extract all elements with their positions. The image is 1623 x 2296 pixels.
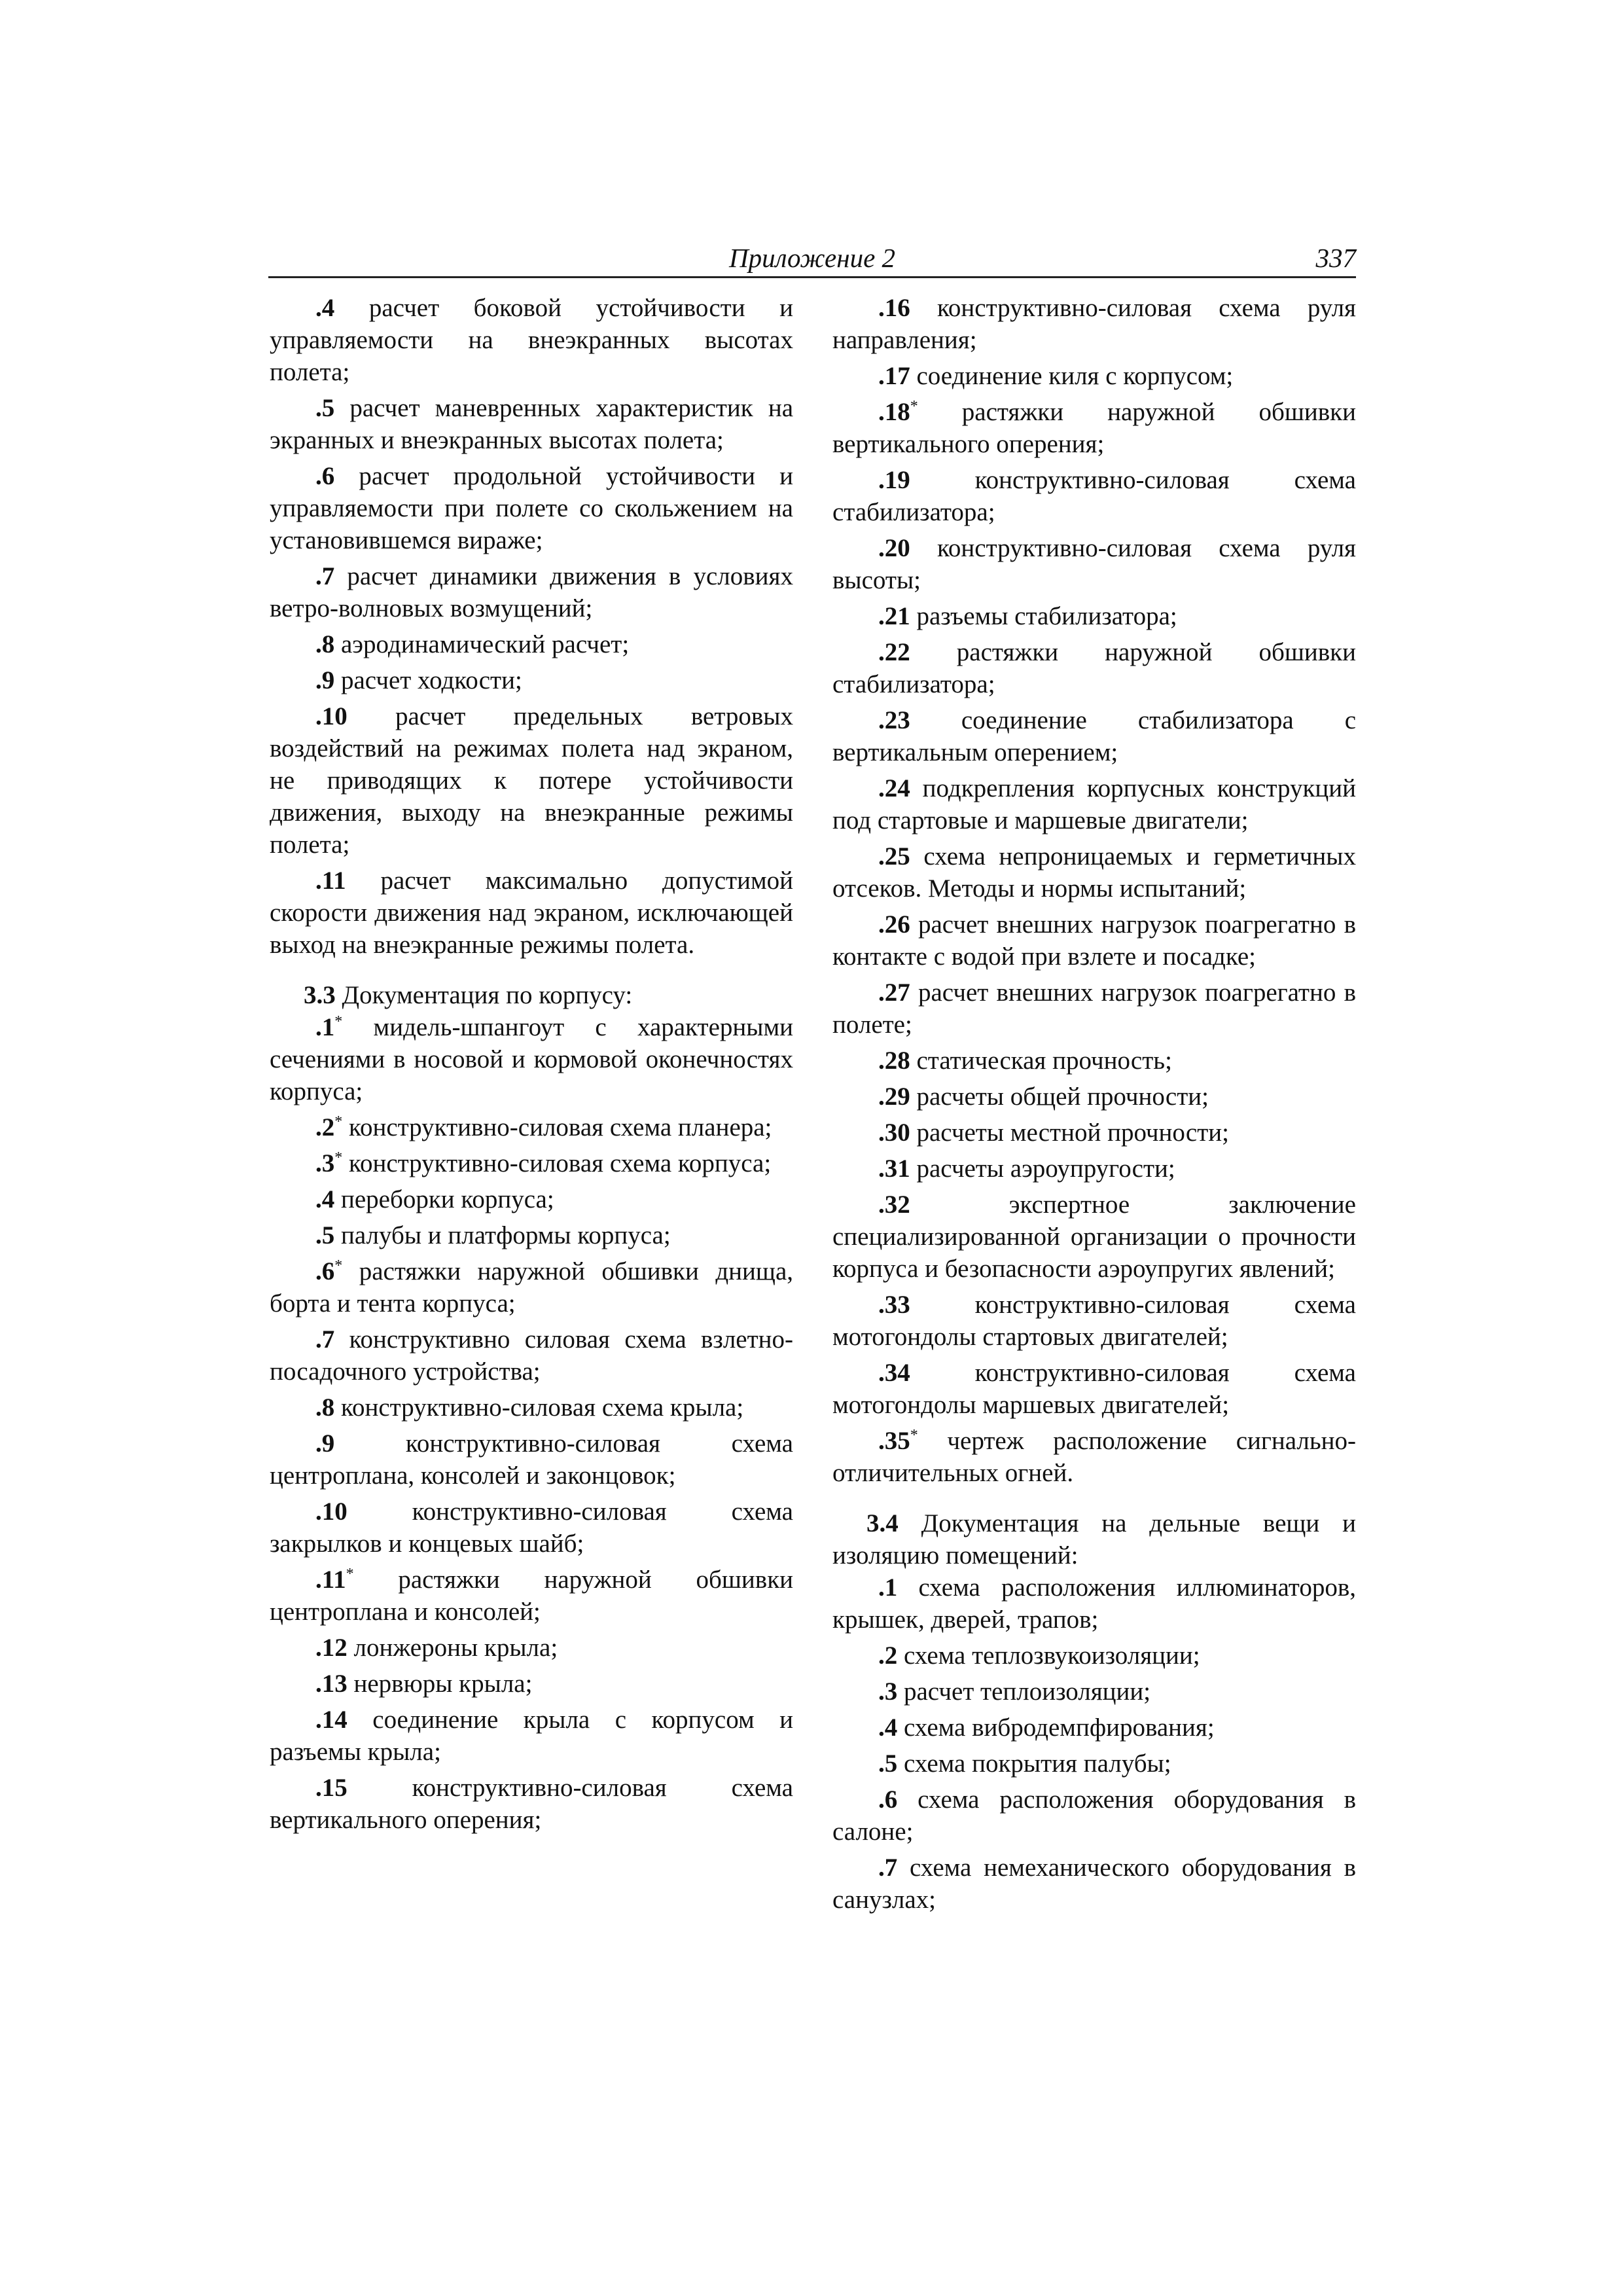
item-number: .24 [878, 774, 910, 802]
asterisk-mark: * [910, 1427, 918, 1444]
list-item [832, 1425, 1356, 1489]
item-text: расчеты аэроупругости; [916, 1155, 1175, 1183]
item-text: расчет ходкости; [341, 666, 522, 694]
list-item [832, 636, 1356, 700]
item-number: .15 [315, 1774, 348, 1802]
item-text: статическая прочность; [916, 1047, 1172, 1075]
asterisk-mark: * [334, 1113, 343, 1130]
item-text: конструктивно-силовая схема мотогондолы стартовых двигателей; [832, 1291, 1356, 1351]
list-item [270, 1255, 793, 1319]
item-number: .6 [315, 462, 335, 490]
section-number: 3.3 [304, 981, 336, 1009]
list-item [270, 865, 793, 961]
item-number: .21 [878, 602, 910, 630]
item-number: .27 [878, 978, 910, 1007]
list-item [832, 1153, 1356, 1185]
list-item [270, 1011, 793, 1107]
item-number: .5 [878, 1749, 898, 1778]
item-number: .8 [315, 1393, 335, 1422]
item-text: конструктивно-силовая схема мотогондолы маршевых двигателей; [832, 1359, 1356, 1419]
item-text: расчет боковой устойчивости и управляемости на внеэкранных высотах полета; [270, 294, 794, 386]
right-items-b [832, 1571, 1356, 1916]
list-item [270, 1668, 793, 1700]
item-number: .35 [878, 1427, 910, 1455]
list-item [270, 392, 793, 456]
item-number: .11 [315, 1566, 346, 1594]
page-number: 337 [1315, 243, 1356, 273]
item-text: соединение киля с корпусом; [916, 362, 1234, 390]
item-number: .29 [878, 1083, 910, 1111]
item-text: конструктивно-силовая схема корпуса; [349, 1149, 772, 1177]
list-item [832, 292, 1356, 356]
item-text: подкрепления корпусных конструкций под стартовые и маршевые двигатели; [832, 774, 1357, 834]
list-item [270, 700, 793, 861]
item-text: конструктивно-силовая схема руля направления; [832, 294, 1356, 354]
item-text: нервюры крыла; [353, 1670, 533, 1698]
item-text: разъемы стабилизатора; [916, 602, 1177, 630]
item-text: конструктивно-силовая схема руля высоты; [832, 534, 1356, 594]
item-text: соединение стабилизатора с вертикальным оперением; [832, 706, 1356, 766]
item-number: .20 [878, 534, 910, 562]
item-number: .5 [315, 394, 335, 422]
header-title: Приложение 2 [728, 243, 896, 273]
item-text: расчет динамики движения в условиях ветро-волновых возмущений; [270, 562, 793, 622]
list-item [832, 1748, 1356, 1780]
item-number: .2 [315, 1113, 335, 1141]
item-text: конструктивно-силовая схема крыла; [341, 1393, 744, 1422]
item-number: .12 [315, 1634, 348, 1662]
item-number: .4 [878, 1713, 898, 1742]
list-item [270, 1391, 793, 1424]
list-item [270, 292, 793, 388]
right-items-a [832, 292, 1356, 1489]
item-number: .9 [315, 666, 335, 694]
asterisk-mark: * [334, 1149, 343, 1166]
item-number: .26 [878, 910, 910, 939]
item-number: .6 [878, 1785, 898, 1814]
list-item [270, 1564, 793, 1628]
list-item [832, 1189, 1356, 1285]
item-number: .10 [315, 1498, 348, 1526]
section-heading-3-4 [832, 1507, 1356, 1571]
list-item [270, 560, 793, 624]
item-number: .8 [315, 630, 335, 658]
list-item [832, 977, 1356, 1041]
list-item [832, 772, 1356, 836]
list-item [832, 600, 1356, 632]
list-item [832, 1676, 1356, 1708]
item-text: соединение крыла с корпусом и разъемы крыла; [270, 1706, 794, 1766]
item-number: .2 [878, 1641, 898, 1670]
item-number: .33 [878, 1291, 910, 1319]
list-item [270, 1111, 793, 1143]
list-item [270, 1323, 793, 1388]
item-number: .25 [878, 842, 910, 870]
list-item [832, 1117, 1356, 1149]
item-text: конструктивно-силовая схема закрылков и концевых шайб; [270, 1498, 793, 1558]
asterisk-mark: * [334, 1013, 343, 1030]
item-text: расчет предельных ветровых воздействий на режимах полета над экраном, не приводящих к потере устойчивости движения, выходу на внеэкранные режимы полета; [270, 702, 793, 859]
item-text: конструктивно-силовая схема центроплана, консолей и законцовок; [270, 1429, 793, 1490]
item-number: .1 [878, 1573, 898, 1602]
item-text: схема расположения оборудования в салоне; [832, 1785, 1356, 1846]
item-text: аэродинамический расчет; [341, 630, 630, 658]
list-item [832, 532, 1356, 596]
section-text: Документация по корпусу: [342, 981, 633, 1009]
list-item [832, 1712, 1356, 1744]
list-item [270, 628, 793, 660]
asterisk-mark: * [346, 1566, 354, 1583]
section-text: Документация на дельные вещи и изоляцию помещений: [832, 1509, 1357, 1570]
item-text: расчет теплоизоляции; [904, 1677, 1151, 1706]
item-number: .10 [315, 702, 348, 730]
list-item [270, 1147, 793, 1179]
item-text: экспертное заключение специализированной организации о прочности корпуса и безопасности аэроупругих явлений; [832, 1191, 1356, 1283]
item-number: .3 [878, 1677, 898, 1706]
item-number: .19 [878, 466, 910, 494]
item-number: .11 [315, 867, 346, 895]
list-item [832, 1784, 1356, 1848]
list-item [270, 1772, 793, 1836]
item-number: .1 [315, 1013, 335, 1041]
list-item [832, 1289, 1356, 1353]
item-number: .32 [878, 1191, 910, 1219]
list-item [270, 1704, 793, 1768]
item-text: расчеты общей прочности; [916, 1083, 1209, 1111]
item-number: .23 [878, 706, 910, 734]
left-items-a [270, 292, 793, 961]
item-number: .4 [315, 294, 335, 322]
item-text: расчет максимально допустимой скорости движения над экраном, исключающей выход на внеэкранные режимы полета. [270, 867, 793, 959]
list-item [832, 396, 1356, 460]
left-items-b [270, 1011, 793, 1836]
asterisk-mark: * [910, 398, 918, 415]
item-number: .34 [878, 1359, 910, 1387]
item-number: .4 [315, 1185, 335, 1213]
item-text: растяжки наружной обшивки центроплана и консолей; [270, 1566, 794, 1626]
item-text: схема теплозвукоизоляции; [904, 1641, 1200, 1670]
item-text: мидель-шпангоут с характерными сечениями в носовой и кормовой оконечностях корпуса; [270, 1013, 794, 1105]
item-number: .17 [878, 362, 910, 390]
item-number: .9 [315, 1429, 335, 1458]
running-header [268, 237, 1356, 278]
item-text: конструктивно-силовая схема вертикального оперения; [270, 1774, 793, 1834]
item-text: расчет маневренных характеристик на экранных и внеэкранных высотах полета; [270, 394, 793, 454]
list-item [832, 908, 1356, 973]
left-column [270, 292, 793, 1836]
item-text: растяжки наружной обшивки днища, борта и тента корпуса; [270, 1257, 793, 1318]
list-item [270, 1183, 793, 1215]
list-item [832, 1081, 1356, 1113]
item-text: палубы и платформы корпуса; [341, 1221, 671, 1249]
section-number: 3.4 [866, 1509, 899, 1537]
item-number: .18 [878, 398, 910, 426]
item-text: расчеты местной прочности; [916, 1119, 1229, 1147]
right-column [832, 292, 1356, 1916]
section-heading-3-3 [270, 979, 793, 1011]
item-number: .7 [878, 1854, 898, 1882]
item-number: .31 [878, 1155, 910, 1183]
item-number: .5 [315, 1221, 335, 1249]
list-item [832, 1357, 1356, 1421]
item-text: расчет внешних нагрузок поагрегатно в контакте с водой при взлете и посадке; [832, 910, 1356, 971]
item-text: расчет внешних нагрузок поагрегатно в полете; [832, 978, 1356, 1039]
item-number: .30 [878, 1119, 910, 1147]
list-item [832, 840, 1356, 905]
list-item [832, 1045, 1356, 1077]
list-item [832, 1571, 1356, 1636]
item-number: .6 [315, 1257, 335, 1285]
item-text: конструктивно силовая схема взлетно-посадочного устройства; [270, 1325, 793, 1386]
item-number: .7 [315, 562, 335, 590]
item-text: схема вибродемпфирования; [904, 1713, 1215, 1742]
list-item [832, 360, 1356, 392]
item-text: конструктивно-силовая схема стабилизатора; [832, 466, 1356, 526]
item-number: .13 [315, 1670, 348, 1698]
item-text: переборки корпуса; [341, 1185, 554, 1213]
list-item [832, 464, 1356, 528]
list-item [270, 460, 793, 556]
item-text: конструктивно-силовая схема планера; [349, 1113, 772, 1141]
list-item [270, 1496, 793, 1560]
item-text: схема расположения иллюминаторов, крышек, дверей, трапов; [832, 1573, 1356, 1634]
item-number: .7 [315, 1325, 335, 1354]
list-item [270, 1632, 793, 1664]
list-item [270, 664, 793, 696]
item-text: схема немеханического оборудования в санузлах; [832, 1854, 1356, 1914]
list-item [270, 1219, 793, 1251]
list-item [270, 1427, 793, 1492]
item-text: схема покрытия палубы; [904, 1749, 1171, 1778]
item-number: .22 [878, 638, 910, 666]
item-text: лонжероны крыла; [353, 1634, 558, 1662]
item-text: схема непроницаемых и герметичных отсеков. Методы и нормы испытаний; [832, 842, 1356, 903]
item-number: .14 [315, 1706, 348, 1734]
item-text: чертеж расположение сигнально-отличительных огней. [832, 1427, 1356, 1487]
list-item [832, 1640, 1356, 1672]
item-number: .16 [878, 294, 910, 322]
asterisk-mark: * [334, 1257, 343, 1274]
item-number: .3 [315, 1149, 335, 1177]
list-item [832, 1852, 1356, 1916]
item-text: растяжки наружной обшивки стабилизатора; [832, 638, 1357, 698]
item-text: растяжки наружной обшивки вертикального оперения; [832, 398, 1357, 458]
item-number: .28 [878, 1047, 910, 1075]
list-item [832, 704, 1356, 768]
item-text: расчет продольной устойчивости и управляемости при полете со скольжением на установившемся вираже; [270, 462, 793, 554]
